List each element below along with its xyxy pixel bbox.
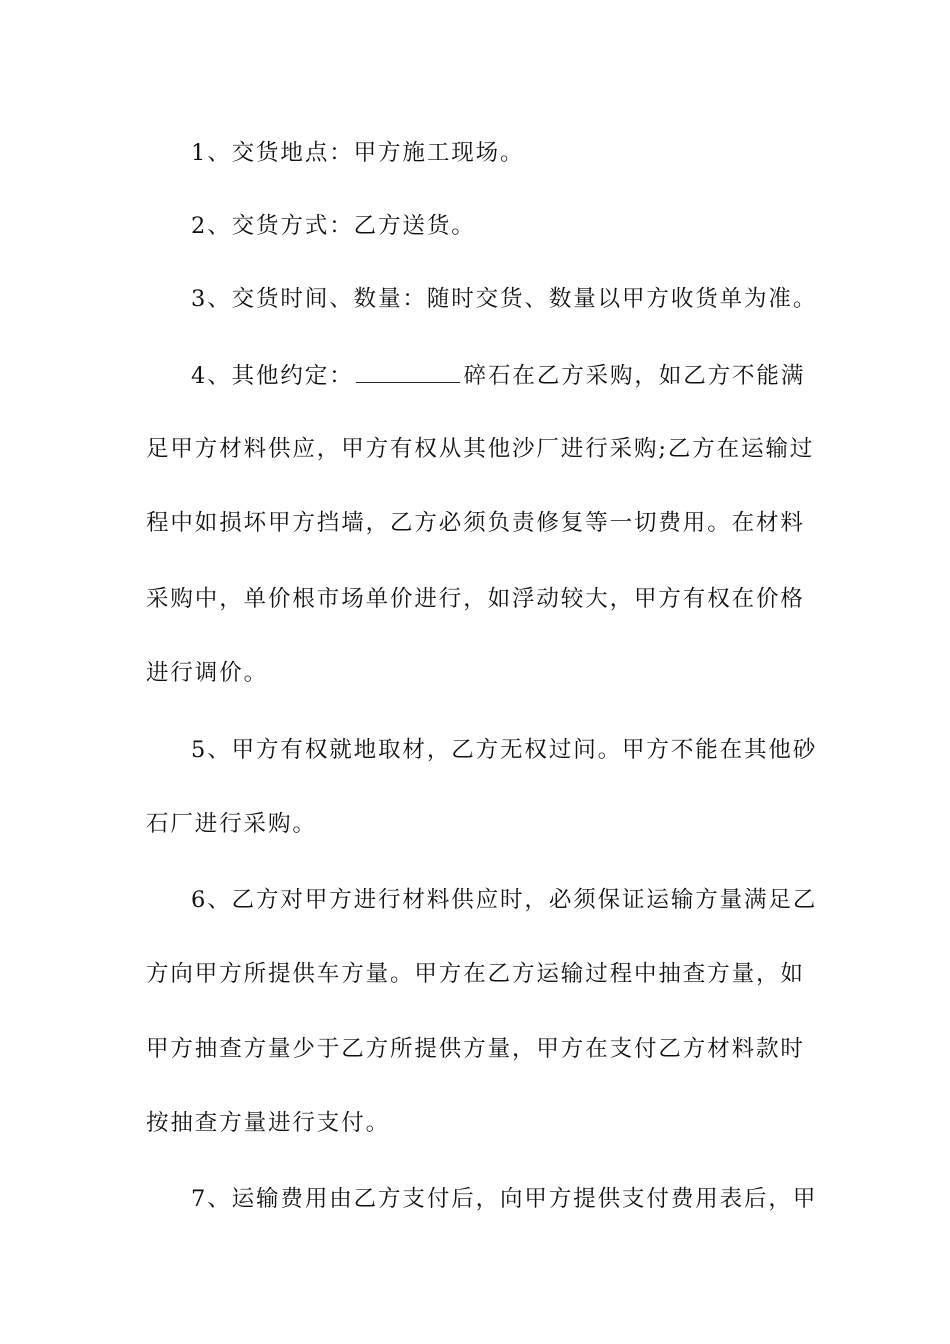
- clause-1: 1、交货地点：甲方施工现场。: [191, 140, 525, 166]
- clause-6-line-3: 甲方抽查方量少于乙方所提供方量，甲方在支付乙方材料款时: [146, 1036, 805, 1062]
- clause-6-line-4: 按抽查方量进行支付。: [146, 1110, 391, 1136]
- clause-4-line-5: 进行调价。: [146, 660, 269, 686]
- clause-4-prefix: 4、其他约定：: [191, 363, 354, 389]
- clause-4-line-4: 采购中，单价根市场单价进行，如浮动较大，甲方有权在价格: [146, 586, 805, 612]
- fill-in-blank[interactable]: [356, 362, 460, 383]
- clause-4-suffix: 碎石在乙方采购，如乙方不能满: [463, 363, 806, 389]
- clause-4-line-2: 足甲方材料供应，甲方有权从其他沙厂进行采购;乙方在运输过: [146, 436, 815, 462]
- clause-2: 2、交货方式：乙方送货。: [191, 213, 476, 239]
- clause-3: 3、交货时间、数量：随时交货、数量以甲方收货单为准。: [191, 286, 818, 312]
- clause-6-line-2: 方向甲方所提供车方量。甲方在乙方运输过程中抽查方量，如: [146, 961, 805, 987]
- clause-7-first-line: 7、运输费用由乙方支付后，向甲方提供支付费用表后，甲: [191, 1186, 818, 1212]
- clause-4-line-3: 程中如损坏甲方挡墙，乙方必须负责修复等一切费用。在材料: [146, 510, 805, 536]
- clause-4-first-line: [191, 361, 851, 391]
- clause-5-first-line: 5、甲方有权就地取材，乙方无权过问。甲方不能在其他砂: [191, 737, 818, 763]
- clause-6-first-line: 6、乙方对甲方进行材料供应时，必须保证运输方量满足乙: [191, 887, 818, 913]
- clause-5-line-2: 石厂进行采购。: [146, 811, 317, 837]
